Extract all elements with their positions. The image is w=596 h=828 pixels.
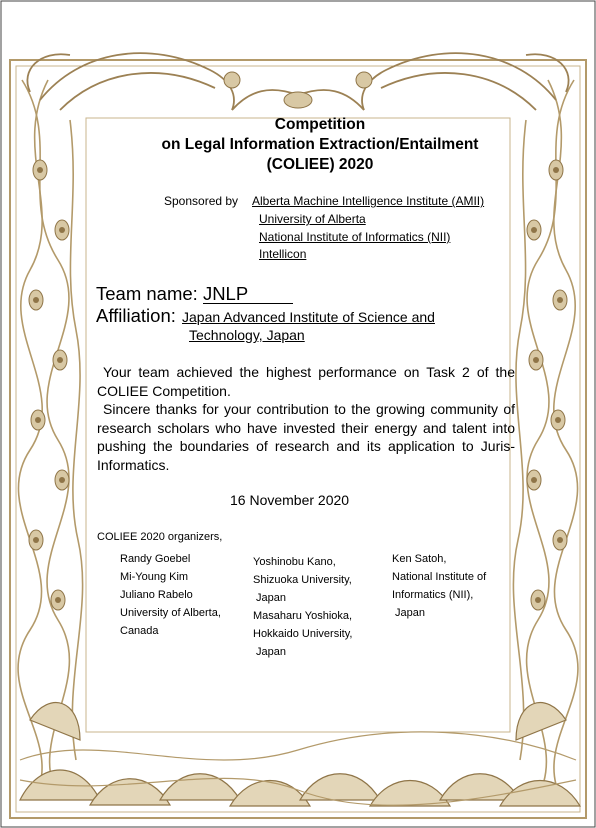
organizers-label: COLIEE 2020 organizers, [97,531,223,543]
affiliation-line-2: Technology, Japan [189,327,305,343]
organizer-line: Informatics (NII), [392,589,474,601]
organizer-line: Canada [120,625,159,637]
title-line-1: Competition [274,116,366,133]
organizer-line: Masaharu Yoshioka, [253,610,353,622]
organizer-line: National Institute of [392,571,487,583]
sponsor-amii: Alberta Machine Intelligence Institute (AMII) [252,194,485,208]
organizer-line: Hokkaido University, [253,628,353,640]
organizer-line: Mi-Young Kim [120,571,189,583]
title-line-3: (COLIEE) 2020 [266,156,374,173]
organizer-line: Yoshinobu Kano, [253,556,336,568]
sponsor-intellicon: Intellicon [259,247,307,261]
team-name-value: JNLP [203,285,293,304]
body-paragraphs [97,363,515,474]
organizers-column-1 [120,550,221,640]
organizers-column-3 [392,550,486,622]
thanks-paragraph: Sincere thanks for your contribution to the growing community of research scholars who have invested their energy and talent into pushing the boundaries of research and its application to Juris-Informatics. [97,401,515,473]
sponsor-nii: National Institute of Informatics (NII) [259,230,451,244]
organizer-line: Randy Goebel [120,553,191,565]
organizer-line: Shizuoka University, [253,574,352,586]
sponsor-prefix: Sponsored by [164,194,239,208]
team-name-row [96,283,293,305]
organizer-line: University of Alberta, [120,607,221,619]
affiliation-label: Affiliation: [96,305,176,326]
organizer-line: Japan [392,607,426,619]
organizer-line: Ken Satoh, [392,553,447,565]
sponsor-ualberta: University of Alberta [259,212,366,226]
achievement-paragraph: Your team achieved the highest performance on Task 2 of the COLIEE Competition. [97,364,515,399]
organizers-column-2 [253,553,352,661]
organizer-line: Japan [253,592,287,604]
certificate-date: 16 November 2020 [230,492,350,508]
team-name-label: Team name: [96,283,203,304]
affiliation-line-1: Japan Advanced Institute of Science and [182,309,435,325]
organizer-line: Japan [253,646,287,658]
title-line-2: on Legal Information Extraction/Entailment [161,136,479,153]
organizer-line: Juliano Rabelo [120,589,193,601]
